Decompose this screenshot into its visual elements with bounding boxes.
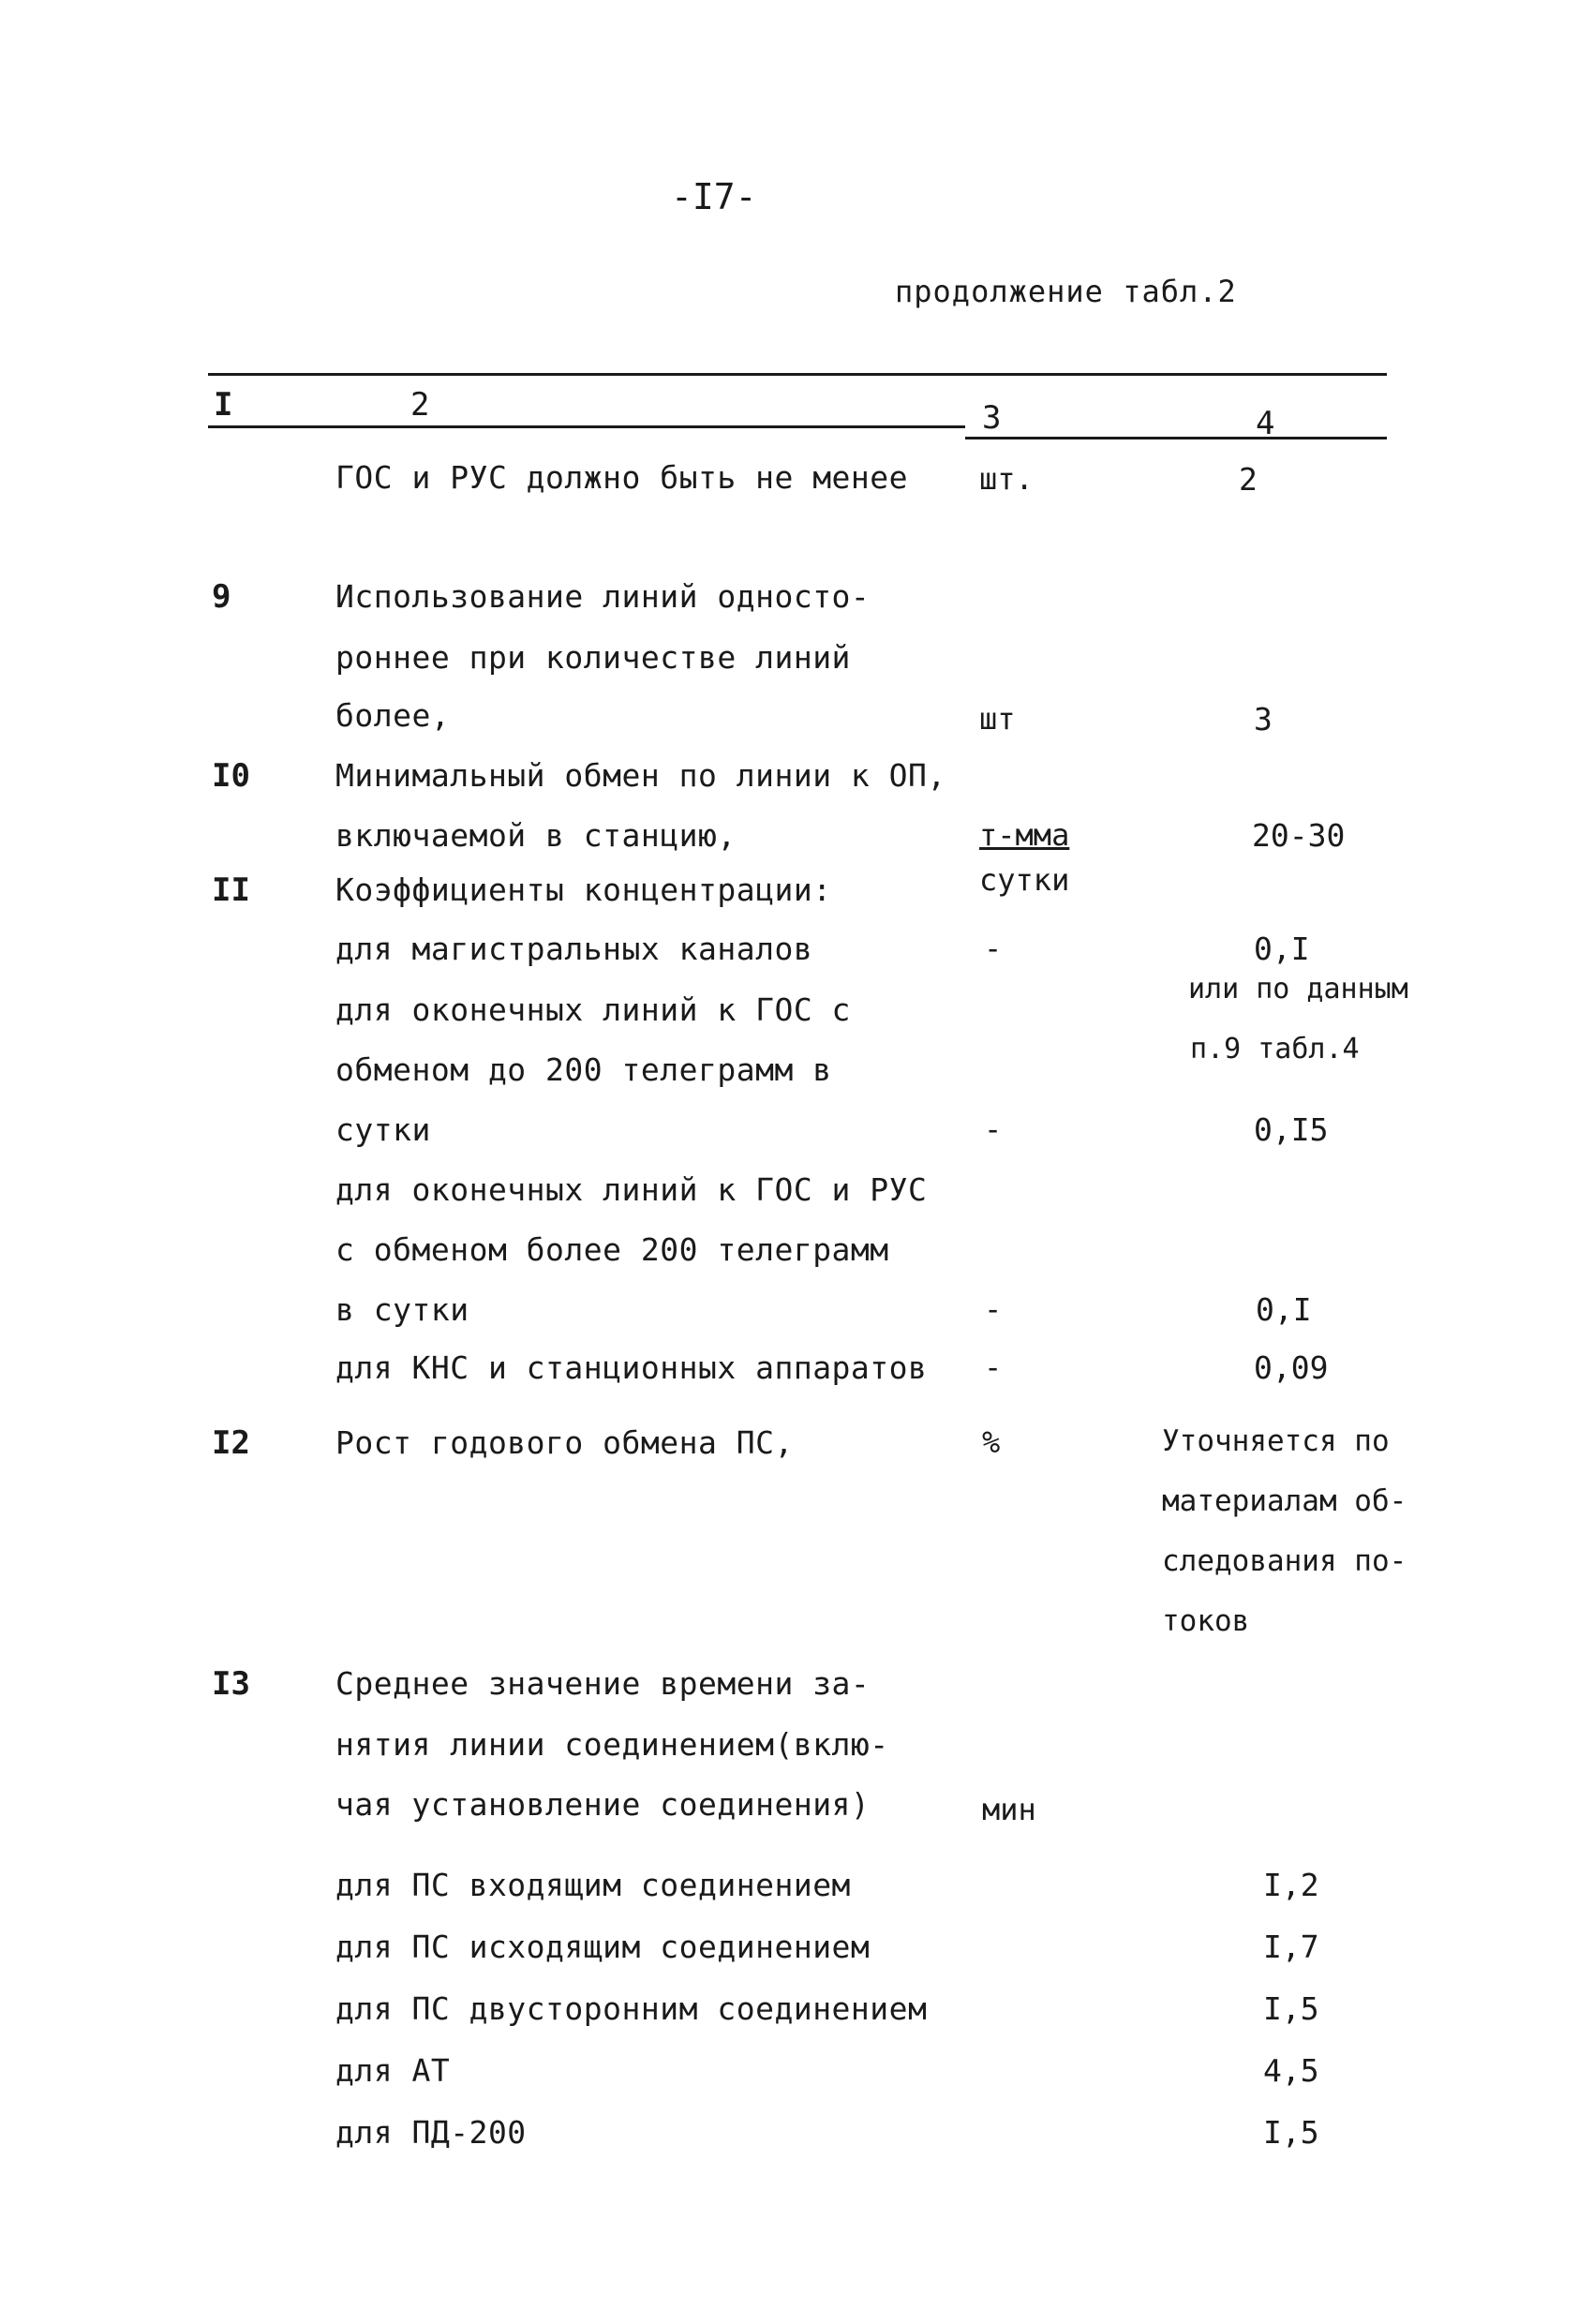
unit-cell: % — [982, 1424, 1001, 1460]
item-number: I3 — [212, 1665, 250, 1703]
table-header-rule-left — [208, 425, 965, 428]
value-cell: 0,I — [1256, 1291, 1312, 1328]
desc-line: более, — [335, 697, 451, 734]
desc-line: сутки — [335, 1111, 431, 1148]
value-cell: 20-30 — [1252, 817, 1346, 854]
table-header-rule-right — [965, 437, 1387, 439]
value-cell: следования по- — [1162, 1544, 1407, 1578]
desc-line: для АТ — [335, 2052, 451, 2089]
desc-line: Рост годового обмена ПС, — [335, 1424, 794, 1461]
page-number: -I7- — [671, 176, 757, 217]
desc-line: роннее при количестве линий — [335, 639, 851, 676]
column-header-2: 2 — [410, 386, 430, 424]
value-cell: 0,I5 — [1254, 1111, 1329, 1148]
desc-line: чая установление соединения) — [335, 1786, 871, 1823]
desc-line: с обменом более 200 телеграмм — [335, 1231, 889, 1268]
desc-line: Использование линий односто- — [335, 578, 871, 615]
value-cell: 3 — [1254, 701, 1273, 737]
table-top-rule — [208, 373, 1387, 376]
value-cell: I,7 — [1263, 1929, 1319, 1965]
desc-line: для ПС входящим соединением — [335, 1867, 851, 1903]
value-cell: 4,5 — [1263, 2052, 1319, 2089]
desc-line: для магистральных каналов — [335, 931, 813, 967]
value-cell: 2 — [1239, 461, 1258, 498]
value-cell: или по данным — [1188, 973, 1408, 1006]
desc-line: для оконечных линий к ГОС с — [335, 991, 851, 1028]
unit-cell: - — [984, 931, 1003, 966]
desc-line: Коэффициенты концентрации: — [335, 872, 832, 908]
value-cell: I,5 — [1263, 1990, 1319, 2027]
value-cell: материалам об- — [1162, 1484, 1407, 1518]
desc-line: Среднее значение времени за- — [335, 1665, 871, 1702]
desc-line: Минимальный обмен по линии к ОП, — [335, 757, 946, 794]
column-header-1: I — [214, 386, 233, 424]
item-number: II — [212, 872, 250, 909]
desc-line: для КНС и станционных аппаратов — [335, 1349, 928, 1386]
unit-cell: мин — [982, 1792, 1036, 1827]
value-cell: 0,09 — [1254, 1349, 1329, 1386]
value-cell: Уточняется по — [1162, 1424, 1390, 1458]
unit-cell: - — [984, 1111, 1003, 1147]
table-continuation-label: продолжение табл.2 — [895, 274, 1237, 309]
value-cell: I,2 — [1263, 1867, 1319, 1903]
unit-cell: шт — [979, 701, 1016, 737]
unit-cell: - — [984, 1349, 1003, 1385]
column-header-3: 3 — [982, 399, 1002, 437]
value-cell: п.9 табл.4 — [1190, 1033, 1360, 1065]
value-cell: 0,I — [1254, 931, 1310, 967]
item-number: I2 — [212, 1424, 250, 1462]
desc-line: нятия линии соединением(вклю- — [335, 1726, 889, 1763]
unit-cell: сутки — [979, 862, 1070, 898]
value-cell: токов — [1162, 1604, 1250, 1638]
desc-line: для ПД-200 — [335, 2114, 527, 2151]
desc-line: включаемой в станцию, — [335, 817, 737, 854]
unit-cell: шт. — [979, 461, 1034, 497]
desc-line: в сутки — [335, 1291, 469, 1328]
desc-line: для оконечных линий к ГОС и РУС — [335, 1171, 928, 1208]
column-header-4: 4 — [1256, 405, 1275, 442]
desc-line: ГОС и РУС должно быть не менее — [335, 459, 909, 496]
desc-line: обменом до 200 телеграмм в — [335, 1051, 832, 1088]
unit-cell: т-мма — [979, 817, 1070, 853]
unit-cell: - — [984, 1291, 1003, 1327]
desc-line: для ПС двусторонним соединением — [335, 1990, 928, 2027]
item-number: 9 — [212, 578, 231, 616]
item-number: I0 — [212, 757, 250, 795]
value-cell: I,5 — [1263, 2114, 1319, 2151]
desc-line: для ПС исходящим соединением — [335, 1929, 871, 1965]
